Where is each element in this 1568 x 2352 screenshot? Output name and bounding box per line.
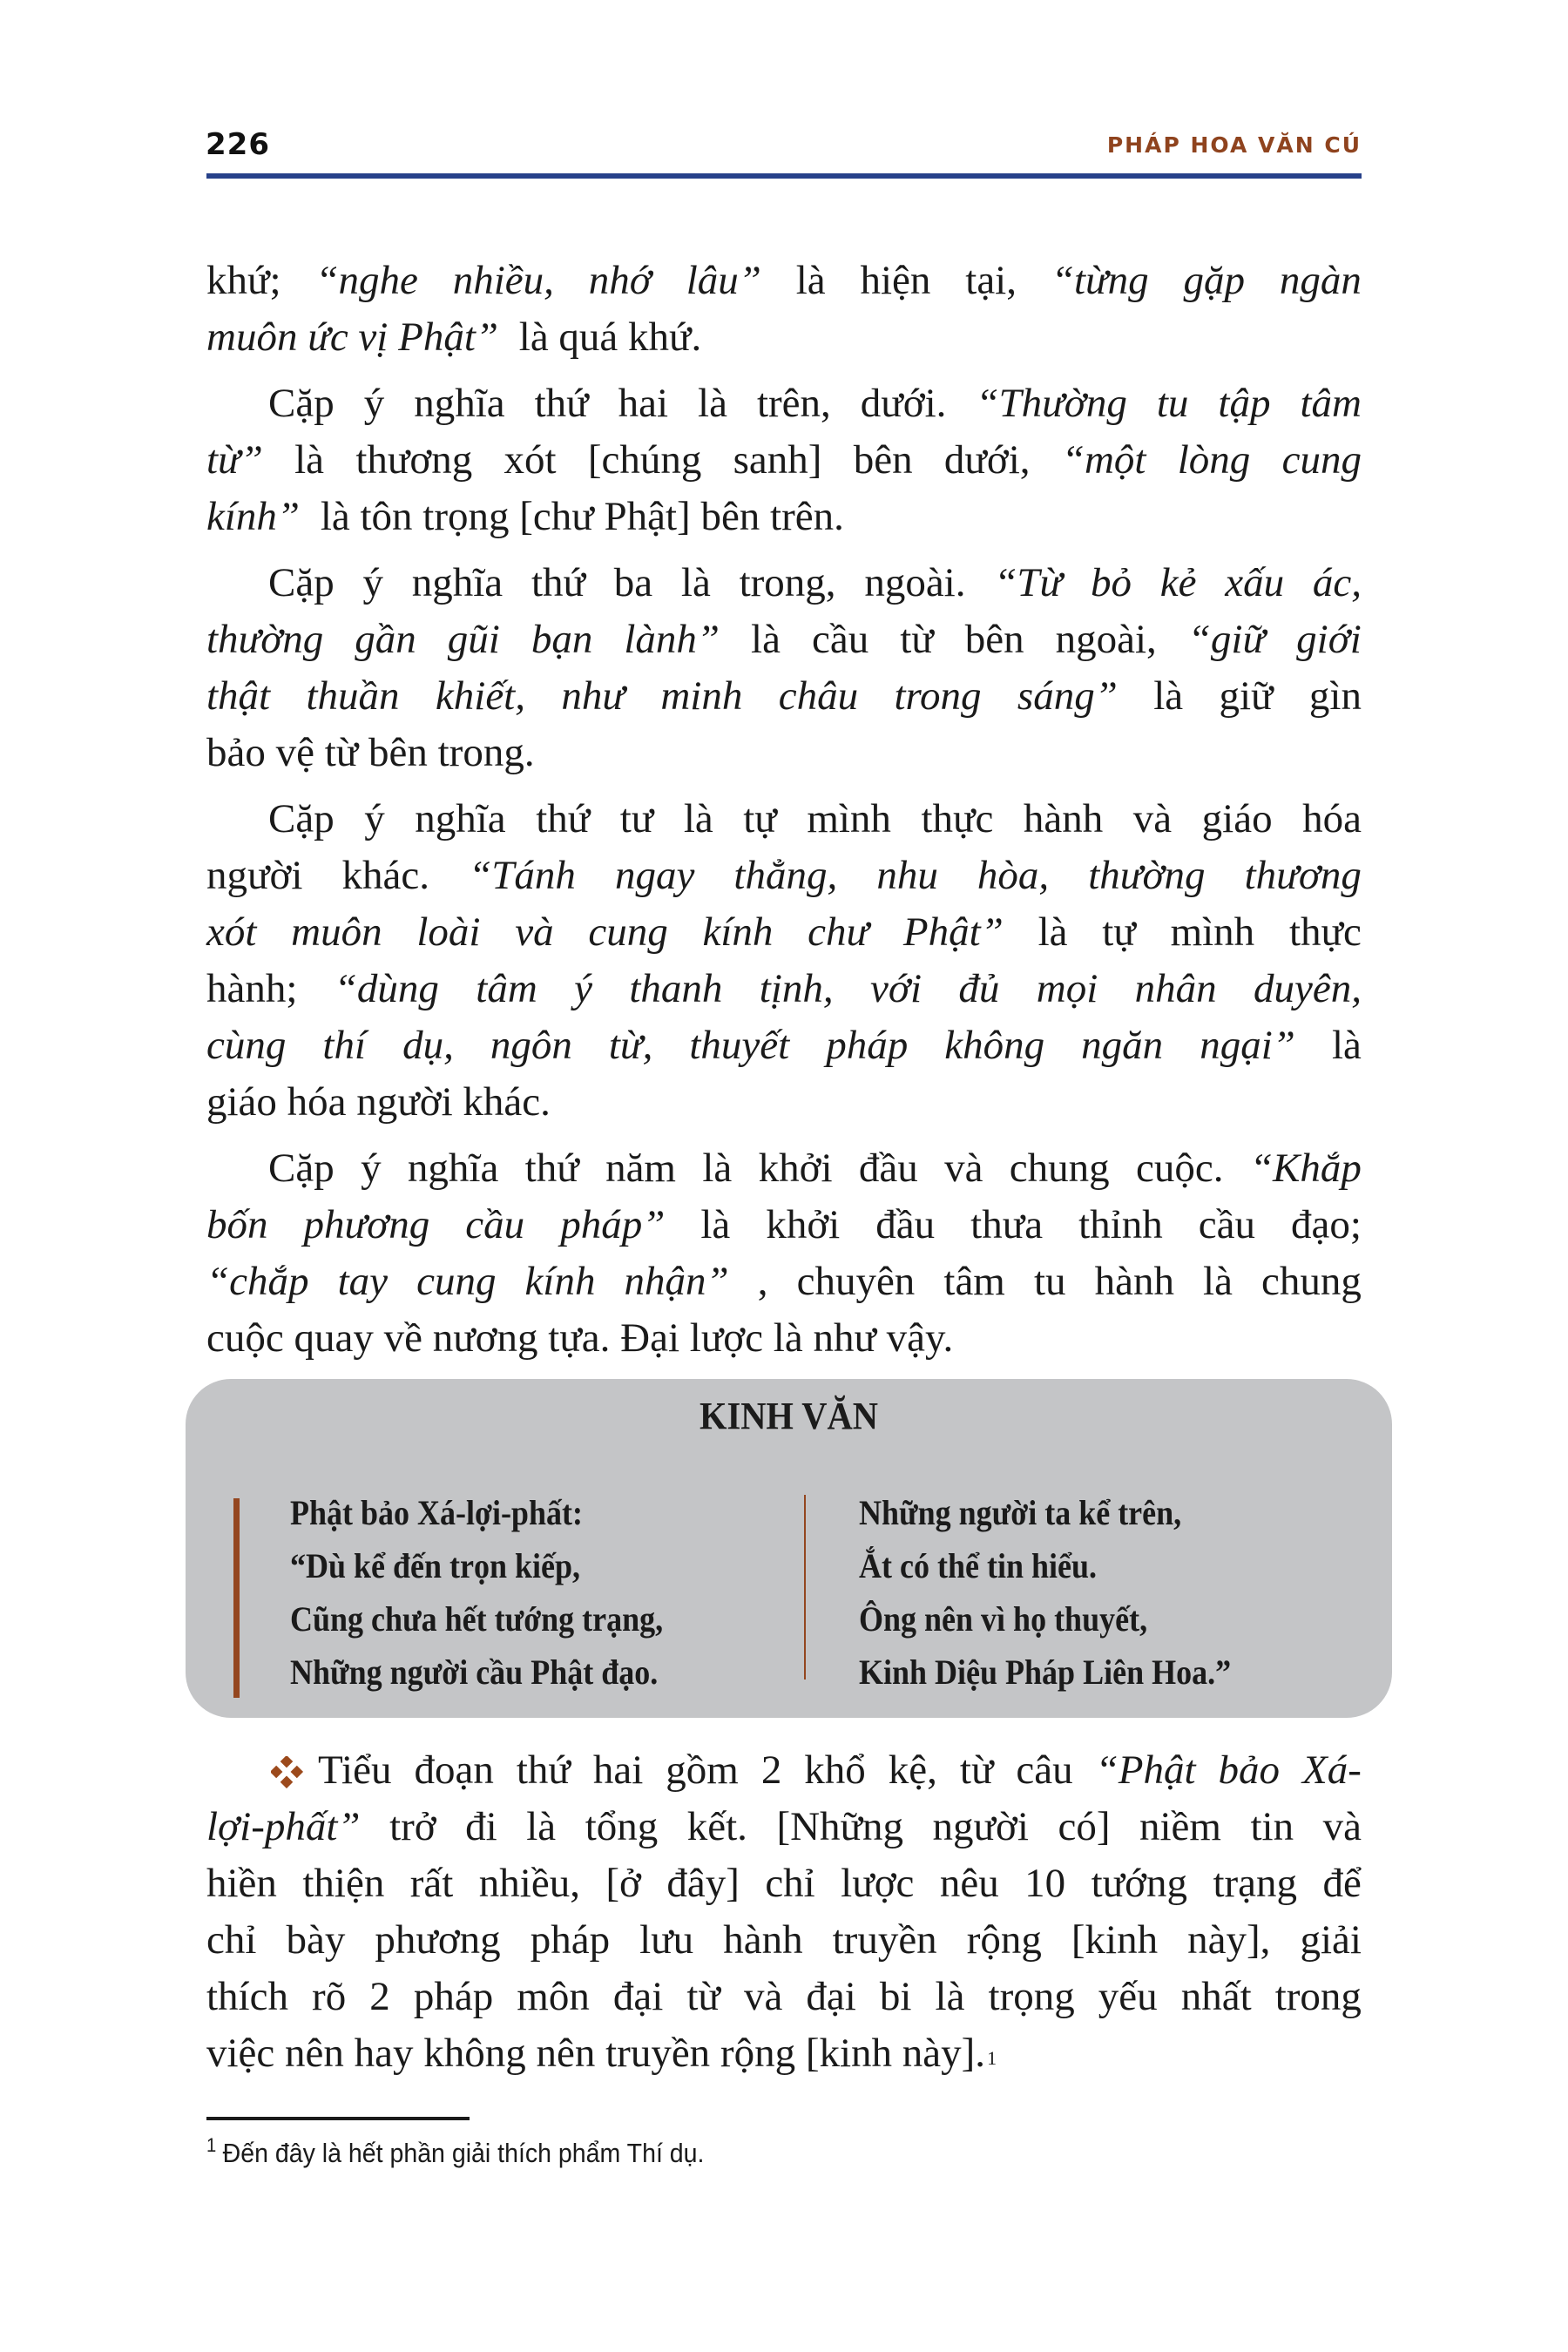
text-segment: trong [1274, 1974, 1362, 2019]
quoted-italic-segment: phương [303, 1202, 430, 1247]
text-segment: ý [361, 1146, 382, 1191]
header-rule [206, 173, 1362, 179]
text-segment: lược [841, 1861, 915, 1906]
quoted-italic-segment: “Tánh [469, 853, 576, 898]
quoted-italic-segment: minh [660, 673, 743, 719]
quoted-italic-segment: thuần [306, 673, 400, 719]
quoted-italic-segment: thương [1244, 853, 1362, 898]
quoted-italic-segment: cung [1281, 437, 1362, 483]
quoted-italic-segment: xấu [1225, 560, 1285, 605]
text-line [318, 1742, 1362, 1799]
text-segment: từ [686, 1974, 720, 2019]
quoted-italic-segment: lâu” [686, 258, 761, 303]
text-segment: thứ [524, 1146, 579, 1191]
text-segment: là [1037, 909, 1068, 955]
text-line [206, 1855, 1362, 1912]
text-line [206, 1197, 1362, 1254]
text-line [206, 725, 1362, 781]
quoted-italic-segment: lành” [624, 617, 720, 662]
quoted-italic-segment: “giữ [1187, 617, 1266, 662]
sutra-title: KINH VĂN [699, 1395, 879, 1437]
text-segment: gìn [1308, 673, 1362, 719]
quoted-italic-segment: lòng [1177, 437, 1251, 483]
quoted-italic-segment: gặp [1183, 258, 1246, 303]
text-segment: người [206, 853, 303, 898]
quoted-italic-segment: trong [894, 673, 982, 719]
text-line [268, 375, 1362, 432]
text-segment: giữ [1219, 673, 1274, 719]
text-line [206, 1912, 1362, 1969]
text-segment: rất [409, 1861, 454, 1906]
verse-line: Ông nên vì họ thuyết, [859, 1599, 1148, 1639]
text-segment: để [1322, 1861, 1362, 1906]
ornament-diamond-bottom [280, 1776, 294, 1788]
text-segment: giáo hóa người khác. [206, 1079, 551, 1125]
text-segment: đầu [875, 1202, 936, 1247]
text-line [268, 791, 1362, 848]
text-segment: 2 [760, 1747, 782, 1793]
text-segment: bày [286, 1917, 346, 1963]
text-line [206, 432, 1362, 489]
quoted-italic-segment: duyên, [1253, 966, 1362, 1011]
text-line [206, 309, 1362, 366]
verse-line: Phật bảo Xá-lợi-phất: [290, 1493, 583, 1532]
text-segment: dưới, [943, 437, 1031, 483]
text-segment: cuộc quay về nương tựa. Đại lược là như vậy. [206, 1315, 954, 1361]
text-segment: ngoài, [1055, 617, 1157, 662]
quoted-italic-segment: từ, [608, 1023, 653, 1068]
quoted-italic-segment: ngôn [490, 1023, 572, 1068]
text-segment: năm [605, 1146, 676, 1191]
verse-line: Ắt có thể tin hiểu. [859, 1546, 1097, 1585]
text-segment: bảo vệ từ bên trong. [206, 730, 535, 775]
quoted-italic-segment: bốn [206, 1202, 268, 1247]
text-line [206, 489, 1362, 545]
quoted-italic-segment: “một [1061, 437, 1146, 483]
quoted-italic-segment: gần [355, 617, 416, 662]
text-segment: 10 [1024, 1861, 1066, 1906]
quoted-italic-segment: cầu [465, 1202, 525, 1247]
text-segment: thưa [970, 1202, 1044, 1247]
quoted-italic-segment: xót [206, 909, 257, 955]
text-line [206, 904, 1362, 961]
text-segment: ba [613, 560, 653, 605]
text-segment: hành [1094, 1259, 1174, 1304]
quoted-italic-segment: với [870, 966, 923, 1011]
text-segment: giải [1300, 1917, 1362, 1963]
text-segment: trạng [1213, 1861, 1298, 1906]
text-segment: thiện [302, 1861, 385, 1906]
ornament-diamond-left [271, 1766, 282, 1779]
text-segment: Cặp [268, 381, 335, 426]
text-segment: này], [1187, 1917, 1271, 1963]
text-segment: , [757, 1259, 768, 1304]
quoted-italic-segment: “từng [1051, 258, 1149, 303]
text-segment: rộng [966, 1917, 1042, 1963]
text-segment: Cặp [268, 796, 335, 841]
quoted-italic-segment: cung [416, 1259, 497, 1304]
text-line [206, 848, 1362, 904]
text-line [268, 1140, 1362, 1197]
quoted-italic-segment: pháp [826, 1023, 909, 1068]
text-segment: là tôn trọng [chư Phật] bên trên. [310, 494, 844, 539]
quoted-italic-segment: tập [1218, 381, 1271, 426]
quoted-italic-segment: cùng [206, 1023, 287, 1068]
quoted-italic-segment: bạn [531, 617, 593, 662]
quoted-italic-segment: thanh [629, 966, 723, 1011]
quoted-italic-segment: đủ [958, 966, 1000, 1011]
text-line [206, 1799, 1362, 1855]
text-segment: là [1153, 673, 1184, 719]
text-segment: thứ [536, 796, 591, 841]
text-segment: nghĩa [407, 1146, 499, 1191]
text-segment: người [932, 1804, 1029, 1849]
text-segment: thực [921, 796, 994, 841]
text-segment: là [1203, 1259, 1233, 1304]
text-segment: gồm [666, 1747, 739, 1793]
text-segment: hóa [1302, 796, 1362, 841]
text-segment: là quá khứ. [509, 314, 702, 360]
text-segment: môn [517, 1974, 590, 2019]
text-segment: cầu [811, 617, 869, 662]
quoted-italic-segment: thường [1088, 853, 1206, 898]
text-segment: là [935, 1974, 965, 2019]
text-segment: Cặp [268, 1146, 335, 1191]
quoted-italic-segment: như [561, 673, 625, 719]
quoted-italic-segment: ác, [1312, 560, 1362, 605]
text-segment: là [751, 617, 781, 662]
text-segment: khởi [758, 1146, 833, 1191]
text-segment: Cặp [268, 560, 335, 605]
text-segment: hiện [860, 258, 931, 303]
text-segment: truyền [832, 1917, 937, 1963]
quoted-italic-segment: lợi-phất” [206, 1804, 361, 1849]
quoted-italic-segment: kính” [206, 494, 301, 539]
text-segment: rõ [312, 1974, 347, 2019]
verse-line: “Dù kể đến trọn kiếp, [290, 1546, 581, 1585]
text-segment: thứ [534, 381, 589, 426]
footnote-rule [206, 2117, 470, 2120]
text-segment: đại [806, 1974, 856, 2019]
text-segment: [ở [605, 1861, 641, 1906]
quoted-italic-segment: ngăn [1081, 1023, 1164, 1068]
quoted-italic-segment: ý [574, 966, 593, 1011]
text-segment: kệ, [888, 1747, 937, 1793]
text-segment: đạo; [1291, 1202, 1362, 1247]
text-segment: dưới. [860, 381, 947, 426]
page-number: 226 [206, 127, 270, 162]
quoted-italic-segment: kính [524, 1259, 596, 1304]
quoted-italic-segment: nhiều, [452, 258, 554, 303]
quoted-italic-segment: bảo [1218, 1747, 1281, 1793]
quoted-italic-segment: tâm [1300, 381, 1362, 426]
text-segment: hai [592, 1747, 644, 1793]
quoted-italic-segment: Phật” [902, 909, 1004, 955]
quoted-italic-segment: tu [1156, 381, 1189, 426]
quoted-italic-segment: “Phật [1095, 1747, 1196, 1793]
quoted-italic-segment: “Từ [994, 560, 1063, 605]
text-segment: cuộc. [1136, 1146, 1224, 1191]
text-segment: tu [1033, 1259, 1066, 1304]
text-line [206, 961, 1362, 1017]
text-segment: trên, [756, 381, 831, 426]
quoted-italic-segment: gũi [447, 617, 500, 662]
text-segment: thích [206, 1974, 288, 2019]
text-segment: thỉnh [1078, 1202, 1163, 1247]
text-segment: chỉ [206, 1917, 257, 1963]
text-segment: [Những [776, 1804, 904, 1849]
quoted-italic-segment: thí [322, 1023, 367, 1068]
quoted-italic-segment: “nghe [315, 258, 418, 303]
text-segment: xót [504, 437, 557, 483]
text-segment: nhất [1180, 1974, 1252, 2019]
text-segment: khởi [766, 1202, 841, 1247]
quoted-italic-segment: nhân [1134, 966, 1217, 1011]
text-segment: nghĩa [411, 560, 504, 605]
text-segment: trong, [739, 560, 836, 605]
quoted-italic-segment: nhớ [588, 258, 652, 303]
quoted-italic-segment: dụ, [402, 1023, 454, 1068]
ornament-diamond-top [280, 1756, 294, 1767]
text-segment: ý [362, 560, 383, 605]
quoted-italic-segment: tịnh, [759, 966, 834, 1011]
text-segment: từ [900, 617, 934, 662]
text-segment: hành [1023, 796, 1104, 841]
text-segment: là [795, 258, 826, 303]
text-segment: câu [1016, 1747, 1073, 1793]
text-segment: khổ [804, 1747, 866, 1793]
text-segment: Tiểu [318, 1747, 392, 1793]
quoted-italic-segment: “dùng [334, 966, 439, 1011]
text-segment: tự [743, 796, 777, 841]
text-segment: thực [1288, 909, 1362, 955]
text-segment: cầu [1198, 1202, 1255, 1247]
text-segment: là [294, 437, 325, 483]
footnote-reference[interactable]: 1 [987, 2047, 997, 2069]
quoted-italic-segment: “chắp [206, 1259, 309, 1304]
text-segment: trở [389, 1804, 436, 1849]
quoted-italic-segment: bỏ [1090, 560, 1132, 605]
text-segment: và [743, 1974, 783, 2019]
quoted-italic-segment: cung [588, 909, 668, 955]
text-line [206, 612, 1362, 668]
text-segment: là [698, 381, 727, 426]
quoted-italic-segment: pháp” [560, 1202, 666, 1247]
text-segment: và [1322, 1804, 1362, 1849]
text-segment: giáo [1201, 796, 1273, 841]
text-segment: là [702, 1146, 733, 1191]
text-segment: là [700, 1202, 731, 1247]
text-segment: lưu [639, 1917, 694, 1963]
text-segment: bên [853, 437, 913, 483]
quoted-italic-segment: Xá- [1302, 1747, 1362, 1793]
verse-divider [804, 1495, 806, 1680]
quoted-italic-segment: loài [416, 909, 481, 955]
text-segment: kết. [686, 1804, 747, 1849]
text-segment: yếu [1098, 1974, 1158, 2019]
text-segment: 2 [369, 1974, 390, 2019]
text-segment: hiền [206, 1861, 277, 1906]
quoted-italic-segment: nhu [876, 853, 938, 898]
text-segment: [chúng [587, 437, 702, 483]
footnote-text: Đến đây là hết phần giải thích phẩm Thí dụ. [222, 2138, 705, 2168]
text-segment: đầu [858, 1146, 918, 1191]
quoted-italic-segment: thật [206, 673, 271, 719]
text-line [206, 1969, 1362, 2025]
text-segment: nêu [939, 1861, 999, 1906]
text-segment: là [683, 796, 713, 841]
text-segment: ý [364, 796, 385, 841]
text-segment: đại [612, 1974, 664, 2019]
quoted-italic-segment: mọi [1036, 966, 1098, 1011]
text-segment: đoạn [414, 1747, 494, 1793]
quoted-italic-segment: ngàn [1279, 258, 1362, 303]
text-segment: mình [807, 796, 891, 841]
running-title: PHÁP HOA VĂN CÚ [1106, 132, 1362, 158]
text-line [206, 1017, 1362, 1074]
quoted-italic-segment: ngại” [1200, 1023, 1295, 1068]
quoted-italic-segment: tâm [476, 966, 537, 1011]
quoted-italic-segment: thuyết [689, 1023, 790, 1068]
verse-line: Kinh Diệu Pháp Liên Hoa.” [859, 1652, 1232, 1692]
text-line [206, 2025, 1362, 2082]
quoted-italic-segment: chư [808, 909, 869, 955]
quoted-italic-segment: muôn ức vị Phật” [206, 314, 499, 360]
text-segment: niềm [1139, 1804, 1221, 1849]
text-segment: chung [1009, 1146, 1110, 1191]
text-segment: tự [1102, 909, 1136, 955]
text-segment: việc nên hay không nên truyền rộng [kinh này]. [206, 2031, 986, 2076]
text-line [206, 253, 1362, 309]
text-segment: tâm [943, 1259, 1005, 1304]
text-segment: có] [1058, 1804, 1111, 1849]
text-segment: bi [879, 1974, 912, 2019]
text-segment: sanh] [733, 437, 822, 483]
quoted-italic-segment: từ” [206, 437, 263, 483]
text-segment: chỉ [765, 1861, 815, 1906]
text-segment: tướng [1091, 1861, 1187, 1906]
text-segment: hành [723, 1917, 803, 1963]
text-segment: tại, [965, 258, 1017, 303]
text-segment: pháp [530, 1917, 611, 1963]
quoted-italic-segment: giới [1296, 617, 1362, 662]
text-line [206, 1074, 1362, 1131]
text-line [206, 668, 1362, 725]
four-diamond-ornament-icon [271, 1756, 303, 1788]
text-segment: ý [363, 381, 385, 426]
quoted-italic-segment: “Thường [976, 381, 1127, 426]
text-segment: trọng [988, 1974, 1075, 2019]
text-line [206, 1310, 1362, 1367]
text-segment: từ [959, 1747, 994, 1793]
text-segment: [kinh [1071, 1917, 1159, 1963]
text-segment: là [680, 560, 711, 605]
quoted-italic-segment: không [944, 1023, 1045, 1068]
text-segment: là [1331, 1023, 1362, 1068]
text-line [206, 1254, 1362, 1310]
text-segment: hành; [206, 966, 298, 1011]
quoted-italic-segment: kẻ [1159, 560, 1197, 605]
verse-line: Cũng chưa hết tướng trạng, [290, 1599, 664, 1639]
text-segment: khác. [341, 853, 429, 898]
text-segment: chung [1261, 1259, 1362, 1304]
text-segment: nghĩa [414, 381, 505, 426]
text-segment: tin [1250, 1804, 1294, 1849]
text-segment: thứ [531, 560, 585, 605]
text-segment: và [944, 1146, 983, 1191]
text-segment: thứ [516, 1747, 571, 1793]
quoted-italic-segment: nhận” [624, 1259, 729, 1304]
quoted-italic-segment: kính [702, 909, 774, 955]
text-segment: ngoài. [864, 560, 966, 605]
text-segment: thương [355, 437, 473, 483]
text-segment: nghĩa [415, 796, 506, 841]
quoted-italic-segment: thường [206, 617, 324, 662]
text-segment: chuyên [796, 1259, 916, 1304]
text-segment: tư [619, 796, 654, 841]
ornament-diamond-right [291, 1766, 303, 1779]
text-segment: phương [375, 1917, 501, 1963]
text-segment: pháp [413, 1974, 494, 2019]
text-segment: khứ; [206, 258, 281, 303]
footnote [206, 2136, 704, 2173]
text-segment: mình [1170, 909, 1255, 955]
quoted-italic-segment: thẳng, [733, 853, 838, 898]
verse-accent-bar [233, 1498, 240, 1698]
text-segment: và [1132, 796, 1173, 841]
text-segment: nhiều, [478, 1861, 580, 1906]
quoted-italic-segment: hòa, [977, 853, 1050, 898]
quoted-italic-segment: sáng” [1017, 673, 1118, 719]
text-line [268, 555, 1362, 612]
text-segment: tổng [585, 1804, 659, 1849]
quoted-italic-segment: ngay [614, 853, 695, 898]
text-segment: bên [964, 617, 1024, 662]
quoted-italic-segment: khiết, [435, 673, 525, 719]
quoted-italic-segment: châu [778, 673, 859, 719]
quoted-italic-segment: “Khắp [1249, 1146, 1362, 1191]
verse-line: Những người cầu Phật đạo. [290, 1652, 659, 1692]
text-segment: là [526, 1804, 557, 1849]
footnote-number: 1 [206, 2134, 217, 2156]
quoted-italic-segment: muôn [291, 909, 382, 955]
text-segment: hai [618, 381, 669, 426]
quoted-italic-segment: tay [337, 1259, 388, 1304]
verse-line: Những người ta kể trên, [859, 1493, 1182, 1532]
text-segment: đi [465, 1804, 497, 1849]
quoted-italic-segment: và [515, 909, 554, 955]
text-segment: đây] [666, 1861, 740, 1906]
